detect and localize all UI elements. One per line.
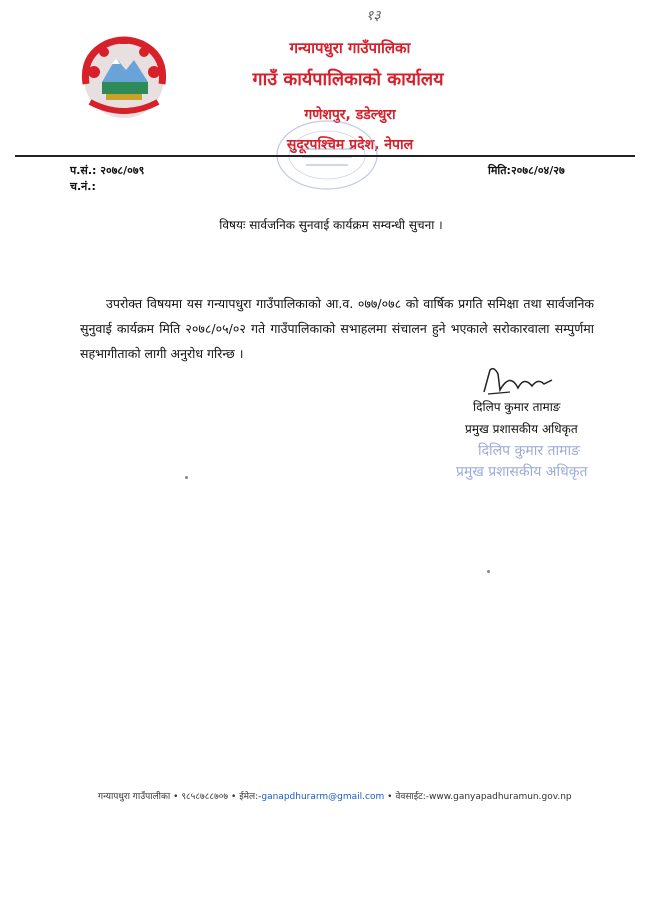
- footer-org: गन्यापधुरा गाउँपालीका: [98, 792, 171, 802]
- signatory-title: प्रमुख प्रशासकीय अधिकृत: [465, 422, 578, 436]
- letter-body: उपरोक्त विषयमा यस गन्यापधुरा गाउँपालिकाको आ.व. ०७७/०७८ को वार्षिक प्रगति समिक्षा तथा सार्वजनिक सुनुवाई कार्यक्रम मिति २०७८/०५/०२ गते गाउँपालिकाको सभाहलमा संचालन हुने भएकाले सरोकारवाला सम्पुर्णमा सहभागीताको लागी अनुरोध गरिन्छ ।: [80, 296, 594, 361]
- reference-number: प.सं.: २०७८/०७९: [70, 164, 145, 177]
- signature-icon: [480, 362, 580, 400]
- footer-contact: [98, 789, 572, 802]
- footer-separator: •: [231, 792, 237, 802]
- letter-subject: विषयः सार्वजनिक सुनवाई कार्यक्रम सम्वन्धी सुचना ।: [219, 218, 443, 232]
- signatory-name: दिलिप कुमार तामाङ: [473, 400, 561, 414]
- speck: [185, 476, 188, 479]
- municipality-name: गन्यापधुरा गाउँपालिका: [289, 39, 411, 57]
- footer-phone: ९८५८७८८७०७: [181, 792, 229, 802]
- footer-email[interactable]: ganapdhurarm@gmail.com: [261, 792, 385, 802]
- office-address: गणेशपुर, डडेल्धुरा: [304, 107, 396, 123]
- stamp-signatory-title: प्रमुख प्रशासकीय अधिकृत: [456, 464, 588, 480]
- corner-mark: १३: [366, 8, 381, 24]
- nepal-emblem-icon: [76, 36, 172, 122]
- letter-date: मिति:२०७८/०४/२७: [488, 164, 565, 177]
- footer-separator: •: [387, 792, 393, 802]
- footer-website-label: वेवसाईट:-: [395, 792, 429, 802]
- footer-email-label: ईमेल:-: [239, 792, 262, 802]
- stamp-signatory-name: दिलिप कुमार तामाङ: [478, 443, 581, 459]
- province-name: सुदूरपश्चिम प्रदेश, नेपाल: [286, 137, 414, 153]
- speck: [487, 570, 490, 573]
- footer-separator: •: [173, 792, 179, 802]
- footer-website[interactable]: www.ganyapadhuramun.gov.np: [429, 792, 572, 802]
- header-divider: [15, 155, 635, 157]
- dispatch-number: च.नं.:: [70, 180, 96, 193]
- office-name: गाउँ कार्यपालिकाको कार्यालय: [252, 69, 444, 90]
